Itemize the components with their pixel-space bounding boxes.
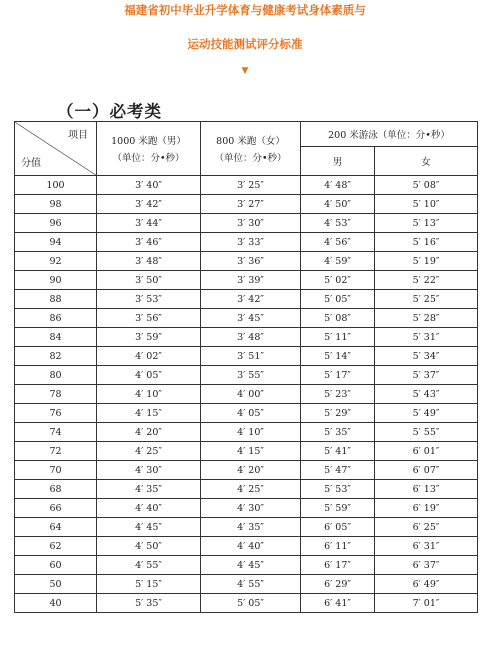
swim-male-cell: 6′ 11″ — [301, 537, 375, 556]
run1000-cell: 4′ 40″ — [97, 499, 201, 518]
table-row — [15, 461, 478, 480]
table-row — [15, 594, 478, 613]
run1000-cell: 3′ 48″ — [97, 252, 201, 271]
run1000-cell: 5′ 35″ — [97, 594, 201, 613]
table-row — [15, 347, 478, 366]
run1000-cell: 4′ 30″ — [97, 461, 201, 480]
score-cell: 60 — [15, 556, 97, 575]
swim-female-cell: 6′ 25″ — [375, 518, 478, 537]
run1000-cell: 4′ 02″ — [97, 347, 201, 366]
run800-cell: 4′ 00″ — [201, 385, 301, 404]
table-row — [15, 271, 478, 290]
swim-female-cell: 6′ 13″ — [375, 480, 478, 499]
swim-female-cell: 5′ 22″ — [375, 271, 478, 290]
run800-cell: 3′ 30″ — [201, 214, 301, 233]
run800-cell: 3′ 51″ — [201, 347, 301, 366]
table-row — [15, 309, 478, 328]
table-body — [15, 176, 478, 613]
score-cell: 98 — [15, 195, 97, 214]
run800-cell: 3′ 48″ — [201, 328, 301, 347]
run800-cell: 4′ 20″ — [201, 461, 301, 480]
swim-female-cell: 6′ 01″ — [375, 442, 478, 461]
score-cell: 92 — [15, 252, 97, 271]
run800-cell: 3′ 39″ — [201, 271, 301, 290]
swim-male-cell: 5′ 41″ — [301, 442, 375, 461]
header-run800-label: 800 米跑（女） — [216, 136, 285, 147]
table-row — [15, 499, 478, 518]
swim-female-cell: 5′ 49″ — [375, 404, 478, 423]
header-swim-female: 女 — [375, 147, 478, 176]
swim-female-cell: 5′ 55″ — [375, 423, 478, 442]
page-subtitle: 运动技能测试评分标准 — [187, 37, 303, 51]
header-run1000 — [97, 122, 201, 176]
score-cell: 70 — [15, 461, 97, 480]
swim-female-cell: 6′ 07″ — [375, 461, 478, 480]
table-row — [15, 385, 478, 404]
run800-cell: 4′ 30″ — [201, 499, 301, 518]
corner-header-cell — [15, 122, 97, 176]
swim-male-cell: 6′ 41″ — [301, 594, 375, 613]
table-row — [15, 233, 478, 252]
table-row — [15, 518, 478, 537]
run800-cell: 4′ 25″ — [201, 480, 301, 499]
header-run800-unit: （单位：分•秒） — [214, 153, 287, 164]
down-arrow-icon: ▼ — [241, 66, 249, 76]
swim-male-cell: 4′ 56″ — [301, 233, 375, 252]
header-run1000-label: 1000 米跑（男） — [111, 136, 186, 147]
swim-male-cell: 4′ 48″ — [301, 176, 375, 195]
swim-female-cell: 5′ 13″ — [375, 214, 478, 233]
run1000-cell: 4′ 15″ — [97, 404, 201, 423]
run800-cell: 5′ 05″ — [201, 594, 301, 613]
swim-female-cell: 6′ 19″ — [375, 499, 478, 518]
run800-cell: 3′ 27″ — [201, 195, 301, 214]
table-row — [15, 423, 478, 442]
swim-female-cell: 5′ 25″ — [375, 290, 478, 309]
table-row — [15, 290, 478, 309]
score-table — [14, 121, 478, 613]
swim-male-cell: 6′ 17″ — [301, 556, 375, 575]
swim-male-cell: 5′ 23″ — [301, 385, 375, 404]
run800-cell: 4′ 10″ — [201, 423, 301, 442]
table-row — [15, 404, 478, 423]
swim-female-cell: 6′ 49″ — [375, 575, 478, 594]
score-cell: 78 — [15, 385, 97, 404]
swim-female-cell: 5′ 34″ — [375, 347, 478, 366]
run1000-cell: 4′ 55″ — [97, 556, 201, 575]
score-cell: 84 — [15, 328, 97, 347]
score-cell: 82 — [15, 347, 97, 366]
run1000-cell: 3′ 53″ — [97, 290, 201, 309]
score-cell: 72 — [15, 442, 97, 461]
score-cell: 90 — [15, 271, 97, 290]
run1000-cell: 4′ 35″ — [97, 480, 201, 499]
page-title: 福建省初中毕业升学体育与健康考试身体素质与 — [124, 3, 366, 17]
score-cell: 86 — [15, 309, 97, 328]
table-row — [15, 214, 478, 233]
run800-cell: 4′ 55″ — [201, 575, 301, 594]
swim-male-cell: 5′ 14″ — [301, 347, 375, 366]
score-cell: 50 — [15, 575, 97, 594]
swim-female-cell: 5′ 19″ — [375, 252, 478, 271]
swim-female-cell: 6′ 37″ — [375, 556, 478, 575]
swim-male-cell: 5′ 29″ — [301, 404, 375, 423]
swim-female-cell: 5′ 28″ — [375, 309, 478, 328]
table-row — [15, 366, 478, 385]
swim-female-cell: 5′ 16″ — [375, 233, 478, 252]
score-cell: 66 — [15, 499, 97, 518]
header-run800 — [201, 122, 301, 176]
run800-cell: 3′ 55″ — [201, 366, 301, 385]
run1000-cell: 5′ 15″ — [97, 575, 201, 594]
header-swim200: 200 米游泳（单位：分•秒） — [301, 122, 478, 147]
swim-female-cell: 5′ 31″ — [375, 328, 478, 347]
run800-cell: 3′ 33″ — [201, 233, 301, 252]
swim-male-cell: 5′ 08″ — [301, 309, 375, 328]
swim-female-cell: 5′ 10″ — [375, 195, 478, 214]
swim-female-cell: 7′ 01″ — [375, 594, 478, 613]
run800-cell: 4′ 40″ — [201, 537, 301, 556]
score-cell: 100 — [15, 176, 97, 195]
score-cell: 62 — [15, 537, 97, 556]
header-swim-male: 男 — [301, 147, 375, 176]
run800-cell: 3′ 45″ — [201, 309, 301, 328]
run1000-cell: 3′ 50″ — [97, 271, 201, 290]
run800-cell: 4′ 45″ — [201, 556, 301, 575]
run800-cell: 4′ 05″ — [201, 404, 301, 423]
swim-male-cell: 6′ 29″ — [301, 575, 375, 594]
swim-female-cell: 6′ 31″ — [375, 537, 478, 556]
corner-item-label: 项目 — [68, 130, 88, 141]
swim-male-cell: 5′ 53″ — [301, 480, 375, 499]
swim-male-cell: 6′ 05″ — [301, 518, 375, 537]
swim-male-cell: 5′ 05″ — [301, 290, 375, 309]
run800-cell: 3′ 25″ — [201, 176, 301, 195]
run1000-cell: 4′ 20″ — [97, 423, 201, 442]
run800-cell: 3′ 42″ — [201, 290, 301, 309]
run1000-cell: 4′ 45″ — [97, 518, 201, 537]
swim-female-cell: 5′ 37″ — [375, 366, 478, 385]
corner-score-label: 分值 — [21, 158, 41, 169]
swim-male-cell: 4′ 50″ — [301, 195, 375, 214]
table-row — [15, 575, 478, 594]
run1000-cell: 3′ 40″ — [97, 176, 201, 195]
score-cell: 94 — [15, 233, 97, 252]
swim-female-cell: 5′ 08″ — [375, 176, 478, 195]
run800-cell: 4′ 15″ — [201, 442, 301, 461]
table-row — [15, 328, 478, 347]
score-cell: 88 — [15, 290, 97, 309]
table-row — [15, 442, 478, 461]
run1000-cell: 4′ 50″ — [97, 537, 201, 556]
table-row — [15, 195, 478, 214]
run1000-cell: 4′ 10″ — [97, 385, 201, 404]
run800-cell: 3′ 36″ — [201, 252, 301, 271]
swim-male-cell: 4′ 59″ — [301, 252, 375, 271]
score-cell: 64 — [15, 518, 97, 537]
table-row — [15, 252, 478, 271]
run1000-cell: 3′ 44″ — [97, 214, 201, 233]
table-row — [15, 176, 478, 195]
score-cell: 80 — [15, 366, 97, 385]
swim-male-cell: 5′ 11″ — [301, 328, 375, 347]
run1000-cell: 3′ 46″ — [97, 233, 201, 252]
run1000-cell: 3′ 56″ — [97, 309, 201, 328]
swim-male-cell: 4′ 53″ — [301, 214, 375, 233]
score-cell: 96 — [15, 214, 97, 233]
table-row — [15, 480, 478, 499]
header-run1000-unit: （单位：分•秒） — [112, 153, 185, 164]
run1000-cell: 3′ 42″ — [97, 195, 201, 214]
score-cell: 68 — [15, 480, 97, 499]
swim-male-cell: 5′ 02″ — [301, 271, 375, 290]
score-cell: 40 — [15, 594, 97, 613]
swim-male-cell: 5′ 35″ — [301, 423, 375, 442]
run800-cell: 4′ 35″ — [201, 518, 301, 537]
table-row — [15, 556, 478, 575]
score-cell: 76 — [15, 404, 97, 423]
section-title: （一）必考类 — [57, 102, 162, 121]
run1000-cell: 4′ 05″ — [97, 366, 201, 385]
run1000-cell: 4′ 25″ — [97, 442, 201, 461]
table-row — [15, 537, 478, 556]
swim-male-cell: 5′ 59″ — [301, 499, 375, 518]
score-cell: 74 — [15, 423, 97, 442]
swim-male-cell: 5′ 17″ — [301, 366, 375, 385]
swim-male-cell: 5′ 47″ — [301, 461, 375, 480]
swim-female-cell: 5′ 43″ — [375, 385, 478, 404]
run1000-cell: 3′ 59″ — [97, 328, 201, 347]
